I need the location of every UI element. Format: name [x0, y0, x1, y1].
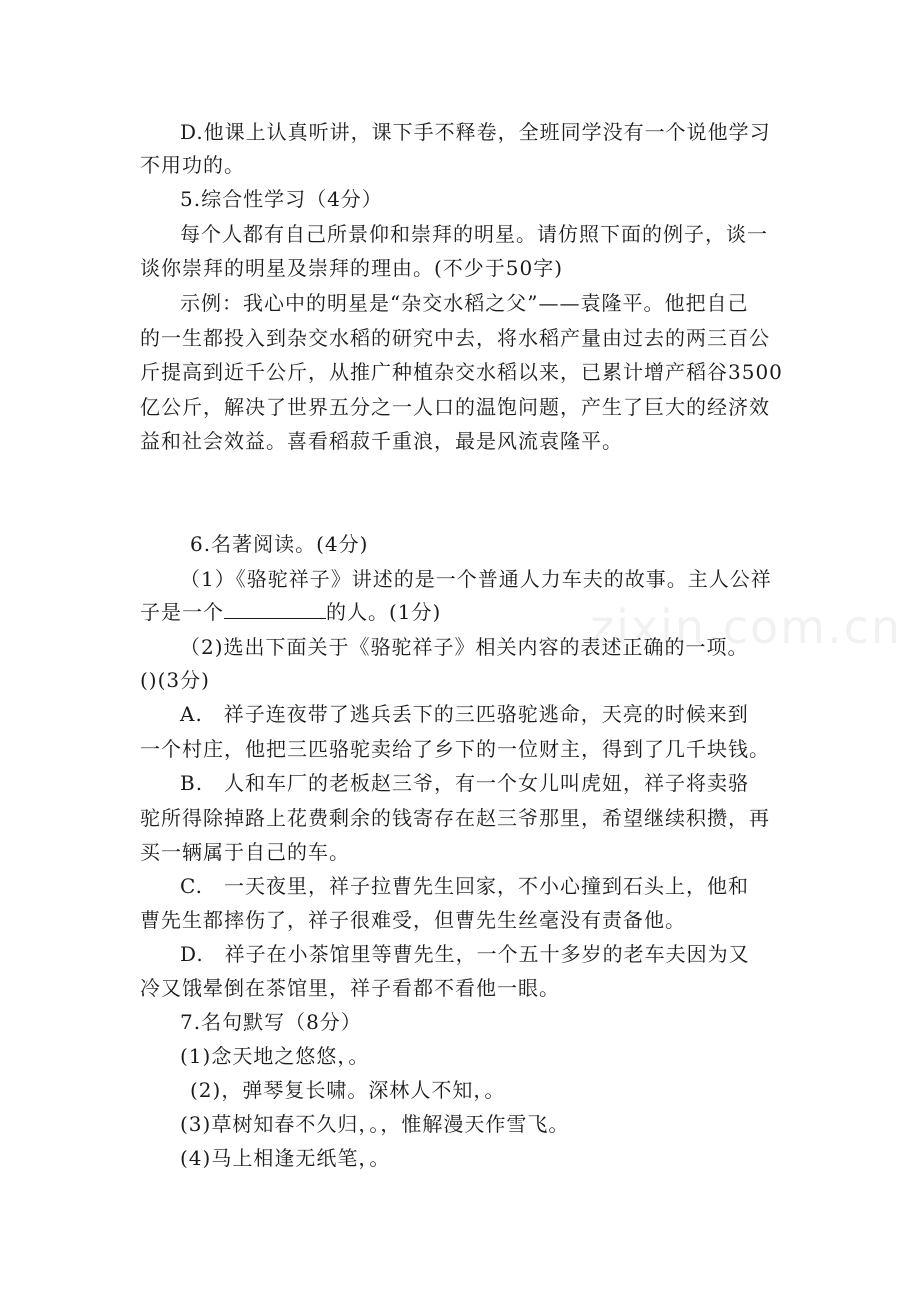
watermark-text: zixin.com.cn — [590, 600, 903, 654]
question-7-item-4: (4)马上相逢无纸笔，。 — [180, 1146, 391, 1170]
question-6-part-1-line-1: （1）《骆驼祥子》讲述的是一个普通人力车夫的故事。主人公祥 — [180, 567, 772, 591]
question-5-prompt-line-1: 每个人都有自己所景仰和崇拜的明星。请仿照下面的例子，谈一 — [180, 222, 768, 246]
example-line-5: 益和社会效益。喜看稻菽千重浪，最是风流袁隆平。 — [140, 429, 623, 453]
question-6-heading: 6.名著阅读。(4分) — [190, 532, 369, 556]
choice-b-line-3: 买一辆属于自己的车。 — [140, 840, 350, 864]
question-5-heading: 5.综合性学习（4分） — [180, 187, 383, 211]
choice-d-line-2: 冷又饿晕倒在茶馆里，祥子看都不看他一眼。 — [140, 976, 560, 1000]
choice-c-line-1: C. 一天夜里，祥子拉曹先生回家，不小心撞到石头上，他和 — [180, 874, 749, 898]
question-6-part-2-line-2: ()(3分) — [140, 668, 210, 692]
fill-in-prefix: 子是一个 — [140, 600, 224, 624]
example-line-1: 示例：我心中的明星是“杂交水稻之父”——袁隆平。他把自己 — [180, 291, 749, 315]
choice-a-line-1: A. 祥子连夜带了逃兵丢下的三匹骆驼逃命，天亮的时候来到 — [180, 702, 749, 726]
option-d-line-2: 不用功的。 — [140, 153, 245, 177]
option-d-line-1: D.他课上认真听讲，课下手不释卷，全班同学没有一个说他学习 — [180, 120, 771, 144]
choice-b-line-2: 驼所得除掉路上花费剩余的钱寄存在赵三爷那里，希望继续积攒，再 — [140, 806, 770, 830]
question-5-prompt-line-2: 谈你崇拜的明星及崇拜的理由。(不少于50字) — [140, 256, 564, 280]
question-7-heading: 7.名句默写（8分） — [180, 1010, 362, 1034]
choice-a-line-2: 一个村庄，他把三匹骆驼卖给了乡下的一位财主，得到了几千块钱。 — [140, 737, 770, 761]
example-line-2: 的一生都投入到杂交水稻的研究中去，将水稻产量由过去的两三百公 — [140, 326, 770, 350]
choice-c-line-2: 曹先生都摔伤了，祥子很难受，但曹先生丝毫没有责备他。 — [140, 908, 686, 932]
question-6-part-1-line-2 — [140, 598, 441, 626]
question-7-item-3: (3)草树知春不久归，。，惟解漫天作雪飞。 — [180, 1112, 570, 1136]
question-7-item-2: (2)，弹琴复长啸。深林人不知，。 — [190, 1078, 506, 1102]
choice-d-line-1: D. 祥子在小茶馆里等曹先生，一个五十多岁的老车夫因为又 — [180, 942, 750, 966]
question-6-part-2-line-1: （2)选出下面关于《骆驼祥子》相关内容的表述正确的一项。 — [180, 635, 749, 659]
choice-b-line-1: B. 人和车厂的老板赵三爷，有一个女儿叫虎妞，祥子将卖骆 — [180, 771, 750, 795]
answer-blank — [224, 598, 326, 619]
fill-in-suffix: 的人。(1分) — [326, 600, 442, 624]
example-line-3: 斤提高到近千公斤，从推广种植杂交水稻以来，已累计增产稻谷3500 — [140, 360, 783, 384]
question-7-item-1: (1)念天地之悠悠，。 — [180, 1044, 370, 1068]
example-line-4: 亿公斤，解决了世界五分之一人口的温饱问题，产生了巨大的经济效 — [140, 395, 770, 419]
